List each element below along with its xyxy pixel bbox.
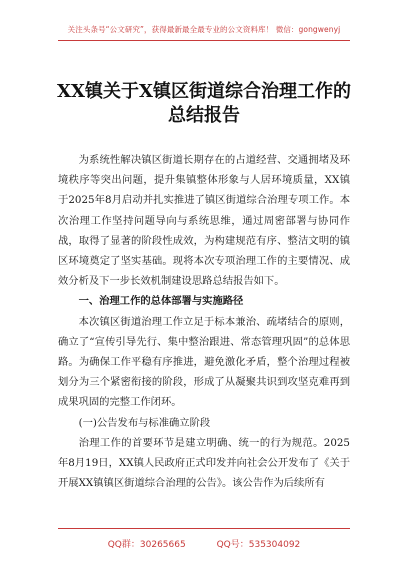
section-heading-1: 一、治理工作的总体部署与实施路径 (78, 295, 244, 308)
paragraph-section-1: 本次镇区街道治理工作立足于标本兼治、疏堵结合的原则，确立了“宣传引导先行、集中整治跟进、常态管理巩固”的总体思路。为确保工作平稳有序推进，避免激化矛盾，整个治理过程被划分为三个紧密衔接的阶段，形成了从凝聚共识到攻坚克难再到成果巩固的完整工作闭环。 (58, 315, 350, 409)
document-body (58, 150, 350, 493)
footer-divider (58, 528, 350, 529)
footer (0, 537, 408, 550)
document-title (0, 80, 408, 128)
header-divider (58, 40, 350, 41)
footer-qq-group: QQ群：30265665 (107, 540, 186, 550)
header-note: 关注头条号“公文研究”，获得最新最全最专业的公文资料库！ 微信：gongwenyj (67, 25, 341, 34)
title-line-2: 总结报告 (168, 105, 240, 126)
paragraph-intro: 为系统性解决镇区街道长期存在的占道经营、交通拥堵及环境秩序等突出问题，提升集镇整体形象与人居环境质量，XX镇于2025年8月启动并扎实推进了镇区街道综合治理专项工作。本次治理工作坚持问题导向与系统思维，通过周密部署与协同作战，取得了显著的阶段性成效，为构建规范有序、整洁文明的镇区环境奠定了坚实基础。现将本次专项治理工作的主要情况、成效分析及下一步长效机制建设思路总结报告如下。 (58, 154, 350, 288)
paragraph-subsection-1: 治理工作的首要环节是建立明确、统一的行为规范。2025年8月19日，XX镇人民政府正式印发并向社会公开发布了《关于开展XX镇镇区街道综合治理的公告》。该公告作为后续所有 (58, 436, 350, 490)
title-line-1: XX镇关于X镇区街道综合治理工作的 (57, 81, 351, 102)
footer-qq-number: QQ号：535304092 (216, 540, 301, 550)
subsection-heading-1: (一)公告发布与标准确立阶段 (78, 416, 211, 429)
